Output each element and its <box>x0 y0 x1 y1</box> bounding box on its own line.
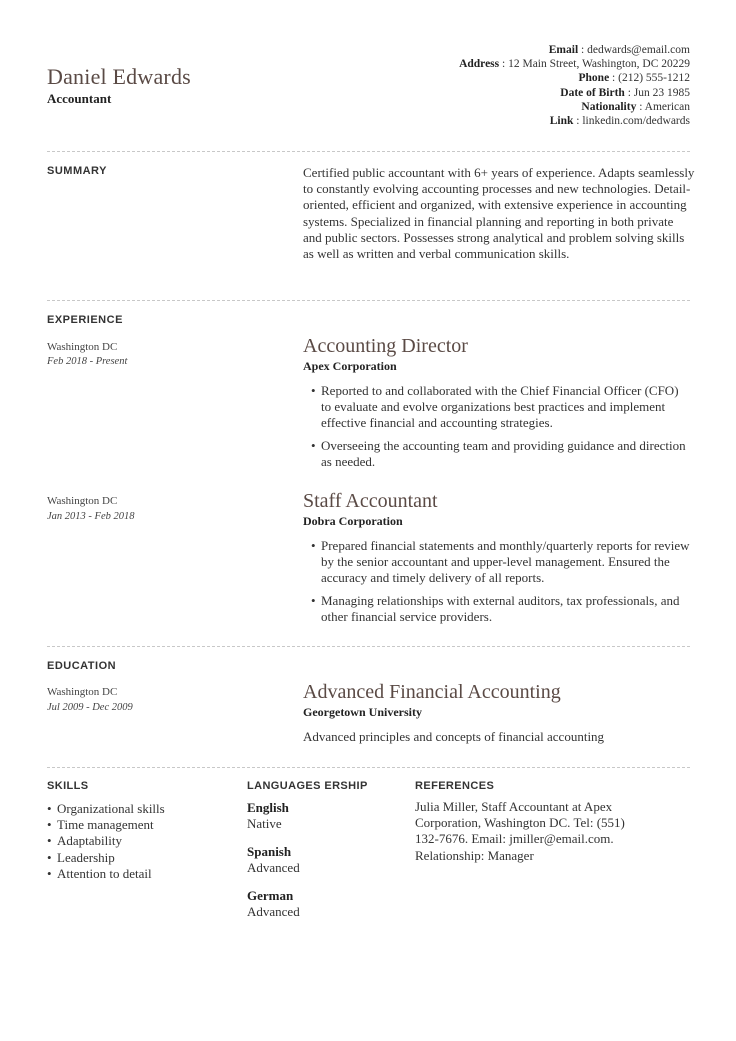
job-bullets <box>311 538 691 631</box>
divider <box>47 151 690 152</box>
contact-block <box>459 43 690 128</box>
divider <box>47 646 690 647</box>
language-item <box>247 888 300 920</box>
job-company: Apex Corporation <box>303 359 397 373</box>
contact-nationality: Nationality : American <box>581 100 690 113</box>
skills-list <box>47 801 165 882</box>
job-dates: Feb 2018 - Present <box>47 356 128 367</box>
job-location: Washington DC <box>47 495 118 507</box>
experience-title: EXPERIENCE <box>47 314 123 326</box>
summary-text: Certified public accountant with 6+ years of experience. Adapts seamlessly to constantly evolving accounting processes and new technologies. Detail-oriented, efficient and organized, with extensive experience in accounting systems. Specialized in financial planning and reporting in both private and public sectors. Possesses strong analytical and problem solving skills as well as written and verbal communication skills. <box>303 165 695 262</box>
list-item: • Managing relationships with external auditors, tax professionals, and other financial service providers. <box>311 593 691 625</box>
job-dates: Jan 2013 - Feb 2018 <box>47 511 135 522</box>
linkedin-link[interactable]: linkedin.com/dedwards <box>582 115 690 128</box>
language-item <box>247 800 289 832</box>
contact-phone: Phone : (212) 555-1212 <box>578 72 690 85</box>
list-item: • Adaptability <box>47 833 165 849</box>
list-item: • Prepared financial statements and monthly/quarterly reports for review by the senior accountant and upper-level management. Ensured the accuracy and timely delivery of all reports. <box>311 538 691 587</box>
list-item: • Overseeing the accounting team and providing guidance and direction as needed. <box>311 438 691 470</box>
language-name: German <box>247 888 294 903</box>
email-link[interactable]: dedwards@email.com <box>587 44 690 56</box>
language-level: Advanced <box>247 860 300 875</box>
candidate-name: Daniel Edwards <box>47 64 191 89</box>
contact-address: Address : 12 Main Street, Washington, DC 20229 <box>459 58 690 71</box>
candidate-role: Accountant <box>47 91 112 106</box>
list-item: • Time management <box>47 817 165 833</box>
list-item: • Reported to and collaborated with the Chief Financial Officer (CFO) to evaluate and evolve organizations best practices and implement effective financial and accounting strategies. <box>311 383 691 432</box>
education-location: Washington DC <box>47 686 118 698</box>
contact-dob: Date of Birth : Jun 23 1985 <box>560 86 690 99</box>
divider <box>47 300 690 301</box>
language-name: Spanish <box>247 844 292 859</box>
language-name: English <box>247 800 289 815</box>
education-dates: Jul 2009 - Dec 2009 <box>47 702 133 713</box>
references-title: REFERENCES <box>415 780 495 792</box>
divider <box>47 767 690 768</box>
references-text: Julia Miller, Staff Accountant at Apex Corporation, Washington DC. Tel: (551) 132-7676. Email: jmiller@email.com. Relationship: Manager <box>415 799 625 863</box>
education-degree: Advanced Financial Accounting <box>303 681 561 703</box>
language-level: Native <box>247 816 282 831</box>
resume-header <box>47 0 690 140</box>
job-bullets <box>311 383 691 476</box>
education-school: Georgetown University <box>303 705 422 719</box>
education-description: Advanced principles and concepts of financial accounting <box>303 729 605 744</box>
contact-email: Email : dedwards@email.com <box>548 44 690 56</box>
summary-title: SUMMARY <box>47 165 107 177</box>
list-item: • Attention to detail <box>47 866 165 882</box>
job-title: Accounting Director <box>303 335 468 357</box>
languages-title: LANGUAGES ERSHIP <box>247 780 368 792</box>
list-item: • Leadership <box>47 850 165 866</box>
education-title: EDUCATION <box>47 660 117 672</box>
language-level: Advanced <box>247 904 300 919</box>
list-item: • Organizational skills <box>47 801 165 817</box>
job-company: Dobra Corporation <box>303 514 403 528</box>
job-title: Staff Accountant <box>303 490 438 512</box>
skills-title: SKILLS <box>47 780 89 792</box>
job-location: Washington DC <box>47 341 118 353</box>
language-item <box>247 844 300 876</box>
contact-link: Link : linkedin.com/dedwards <box>549 115 690 128</box>
